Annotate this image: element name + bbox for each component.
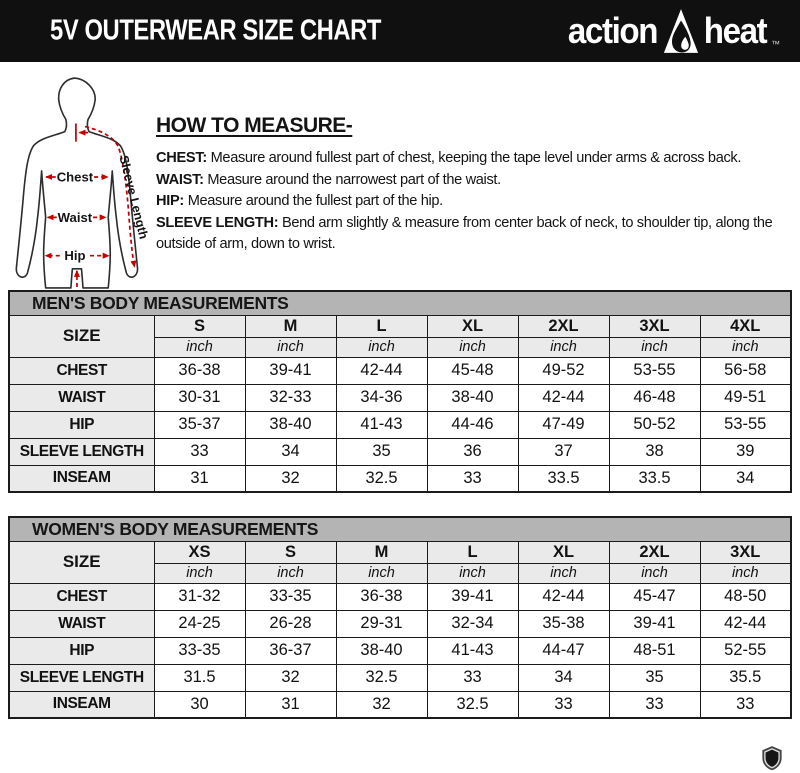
value-cell: 32-34 bbox=[427, 610, 518, 637]
measure-item-sleeve bbox=[156, 213, 798, 256]
row-label-cell: CHEST bbox=[9, 357, 154, 384]
row-label-cell: CHEST bbox=[9, 583, 154, 610]
trademark-symbol: ™ bbox=[771, 39, 780, 49]
unit-cell: inch bbox=[154, 563, 245, 583]
value-cell: 41-43 bbox=[427, 637, 518, 664]
value-cell: 36 bbox=[427, 438, 518, 465]
measure-item-hip-label: HIP: bbox=[156, 193, 184, 209]
measure-item-sleeve-label: SLEEVE LENGTH: bbox=[156, 214, 279, 231]
value-cell: 33 bbox=[427, 664, 518, 691]
unit-cell: inch bbox=[245, 337, 336, 357]
value-cell: 34 bbox=[245, 438, 336, 465]
measure-item-sleeve-text: Bend arm slightly & measure from center back of neck, to shoulder tip, along the outside of arm, down to wrist. bbox=[156, 214, 773, 252]
top-header-bar bbox=[0, 0, 800, 62]
value-cell: 38-40 bbox=[336, 637, 427, 664]
value-cell: 33-35 bbox=[245, 583, 336, 610]
womens-size-table bbox=[8, 516, 792, 719]
value-cell: 53-55 bbox=[700, 411, 791, 438]
value-cell: 33 bbox=[154, 438, 245, 465]
measure-item-waist-text: Measure around the narrowest part of the waist. bbox=[207, 171, 501, 188]
value-cell: 29-31 bbox=[336, 610, 427, 637]
table-row bbox=[9, 637, 791, 664]
sleeve-length-label: Sleeve Length bbox=[116, 154, 151, 241]
value-cell: 35 bbox=[336, 438, 427, 465]
table-row bbox=[9, 465, 791, 492]
value-cell: 32.5 bbox=[427, 691, 518, 718]
size-header-cell: XL bbox=[518, 541, 609, 563]
table-row bbox=[9, 610, 791, 637]
row-label-cell: WAIST bbox=[9, 610, 154, 637]
row-label-cell: HIP bbox=[9, 411, 154, 438]
value-cell: 45-48 bbox=[427, 357, 518, 384]
value-cell: 56-58 bbox=[700, 357, 791, 384]
unit-cell: inch bbox=[518, 563, 609, 583]
value-cell: 42-44 bbox=[700, 610, 791, 637]
actionheat-logo bbox=[564, 8, 780, 54]
value-cell: 49-51 bbox=[700, 384, 791, 411]
table-row bbox=[9, 438, 791, 465]
value-cell: 26-28 bbox=[245, 610, 336, 637]
unit-cell: inch bbox=[154, 337, 245, 357]
value-cell: 35-38 bbox=[518, 610, 609, 637]
value-cell: 32 bbox=[336, 691, 427, 718]
size-header-cell: L bbox=[336, 315, 427, 337]
value-cell: 52-55 bbox=[700, 637, 791, 664]
value-cell: 31.5 bbox=[154, 664, 245, 691]
value-cell: 44-46 bbox=[427, 411, 518, 438]
mens-size-table bbox=[8, 290, 792, 493]
value-cell: 36-37 bbox=[245, 637, 336, 664]
size-header-cell: 4XL bbox=[700, 315, 791, 337]
table-row bbox=[9, 411, 791, 438]
size-column-header: SIZE bbox=[9, 315, 154, 357]
value-cell: 33-35 bbox=[154, 637, 245, 664]
value-cell: 39-41 bbox=[427, 583, 518, 610]
row-label-cell: SLEEVE LENGTH bbox=[9, 438, 154, 465]
value-cell: 24-25 bbox=[154, 610, 245, 637]
value-cell: 42-44 bbox=[518, 384, 609, 411]
value-cell: 33 bbox=[518, 691, 609, 718]
measure-item-chest-text: Measure around fullest part of chest, keeping the tape level under arms & across back. bbox=[210, 150, 742, 166]
table-row bbox=[9, 583, 791, 610]
how-to-measure-section bbox=[156, 114, 798, 256]
value-cell: 36-38 bbox=[154, 357, 245, 384]
size-header-cell: 2XL bbox=[518, 315, 609, 337]
unit-cell: inch bbox=[245, 563, 336, 583]
value-cell: 35 bbox=[609, 664, 700, 691]
value-cell: 31-32 bbox=[154, 583, 245, 610]
value-cell: 39 bbox=[700, 438, 791, 465]
value-cell: 32.5 bbox=[336, 664, 427, 691]
measure-item-chest-label: CHEST: bbox=[156, 150, 207, 166]
value-cell: 34-36 bbox=[336, 384, 427, 411]
value-cell: 32 bbox=[245, 465, 336, 492]
value-cell: 48-51 bbox=[609, 637, 700, 664]
size-header-cell: S bbox=[245, 541, 336, 563]
table-row bbox=[9, 357, 791, 384]
page-title: 5V OUTERWEAR SIZE CHART bbox=[50, 14, 382, 47]
unit-cell: inch bbox=[609, 563, 700, 583]
value-cell: 50-52 bbox=[609, 411, 700, 438]
value-cell: 35-37 bbox=[154, 411, 245, 438]
value-cell: 35.5 bbox=[700, 664, 791, 691]
flame-icon bbox=[662, 8, 700, 54]
value-cell: 33.5 bbox=[518, 465, 609, 492]
size-header-cell: S bbox=[154, 315, 245, 337]
value-cell: 37 bbox=[518, 438, 609, 465]
value-cell: 32 bbox=[245, 664, 336, 691]
value-cell: 49-52 bbox=[518, 357, 609, 384]
row-label-cell: INSEAM bbox=[9, 691, 154, 718]
value-cell: 33 bbox=[700, 691, 791, 718]
row-label-cell: HIP bbox=[9, 637, 154, 664]
value-cell: 38 bbox=[609, 438, 700, 465]
measure-item-waist bbox=[156, 170, 798, 192]
logo-action-text: action bbox=[567, 10, 658, 51]
shield-watermark-icon bbox=[761, 745, 783, 773]
size-header-cell: XS bbox=[154, 541, 245, 563]
row-label-cell: INSEAM bbox=[9, 465, 154, 492]
value-cell: 34 bbox=[700, 465, 791, 492]
value-cell: 33.5 bbox=[609, 465, 700, 492]
value-cell: 33 bbox=[427, 465, 518, 492]
unit-cell: inch bbox=[336, 563, 427, 583]
unit-cell: inch bbox=[427, 563, 518, 583]
size-header-cell: M bbox=[245, 315, 336, 337]
value-cell: 47-49 bbox=[518, 411, 609, 438]
size-header-cell: L bbox=[427, 541, 518, 563]
how-to-measure-heading: HOW TO MEASURE- bbox=[156, 114, 353, 137]
unit-cell: inch bbox=[700, 563, 791, 583]
size-header-cell: 3XL bbox=[700, 541, 791, 563]
value-cell: 30 bbox=[154, 691, 245, 718]
body-figure-svg bbox=[8, 66, 160, 290]
size-header-cell: 3XL bbox=[609, 315, 700, 337]
hip-label: Hip bbox=[64, 248, 86, 264]
measure-item-chest bbox=[156, 148, 798, 170]
row-label-cell: SLEEVE LENGTH bbox=[9, 664, 154, 691]
unit-cell: inch bbox=[700, 337, 791, 357]
value-cell: 36-38 bbox=[336, 583, 427, 610]
value-cell: 39-41 bbox=[245, 357, 336, 384]
value-cell: 45-47 bbox=[609, 583, 700, 610]
value-cell: 53-55 bbox=[609, 357, 700, 384]
unit-cell: inch bbox=[518, 337, 609, 357]
value-cell: 42-44 bbox=[336, 357, 427, 384]
value-cell: 42-44 bbox=[518, 583, 609, 610]
value-cell: 34 bbox=[518, 664, 609, 691]
table-row bbox=[9, 384, 791, 411]
value-cell: 41-43 bbox=[336, 411, 427, 438]
unit-cell: inch bbox=[609, 337, 700, 357]
table-row bbox=[9, 691, 791, 718]
body-measurement-figure bbox=[8, 66, 160, 290]
value-cell: 39-41 bbox=[609, 610, 700, 637]
logo-heat-text: heat bbox=[703, 10, 767, 51]
measure-item-waist-label: WAIST: bbox=[156, 171, 204, 188]
unit-cell: inch bbox=[427, 337, 518, 357]
measure-item-hip bbox=[156, 191, 798, 213]
value-cell: 46-48 bbox=[609, 384, 700, 411]
value-cell: 38-40 bbox=[427, 384, 518, 411]
value-cell: 32.5 bbox=[336, 465, 427, 492]
value-cell: 44-47 bbox=[518, 637, 609, 664]
table-title: WOMEN'S BODY MEASUREMENTS bbox=[9, 517, 791, 541]
table-row bbox=[9, 664, 791, 691]
size-header-cell: M bbox=[336, 541, 427, 563]
row-label-cell: WAIST bbox=[9, 384, 154, 411]
value-cell: 33 bbox=[609, 691, 700, 718]
size-header-cell: XL bbox=[427, 315, 518, 337]
unit-cell: inch bbox=[336, 337, 427, 357]
chest-label: Chest bbox=[56, 169, 94, 185]
size-header-cell: 2XL bbox=[609, 541, 700, 563]
table-title: MEN'S BODY MEASUREMENTS bbox=[9, 291, 791, 315]
value-cell: 30-31 bbox=[154, 384, 245, 411]
value-cell: 32-33 bbox=[245, 384, 336, 411]
size-column-header: SIZE bbox=[9, 541, 154, 583]
value-cell: 48-50 bbox=[700, 583, 791, 610]
waist-label: Waist bbox=[57, 209, 93, 225]
value-cell: 31 bbox=[245, 691, 336, 718]
measure-item-hip-text: Measure around the fullest part of the hip. bbox=[187, 193, 443, 209]
value-cell: 38-40 bbox=[245, 411, 336, 438]
value-cell: 31 bbox=[154, 465, 245, 492]
